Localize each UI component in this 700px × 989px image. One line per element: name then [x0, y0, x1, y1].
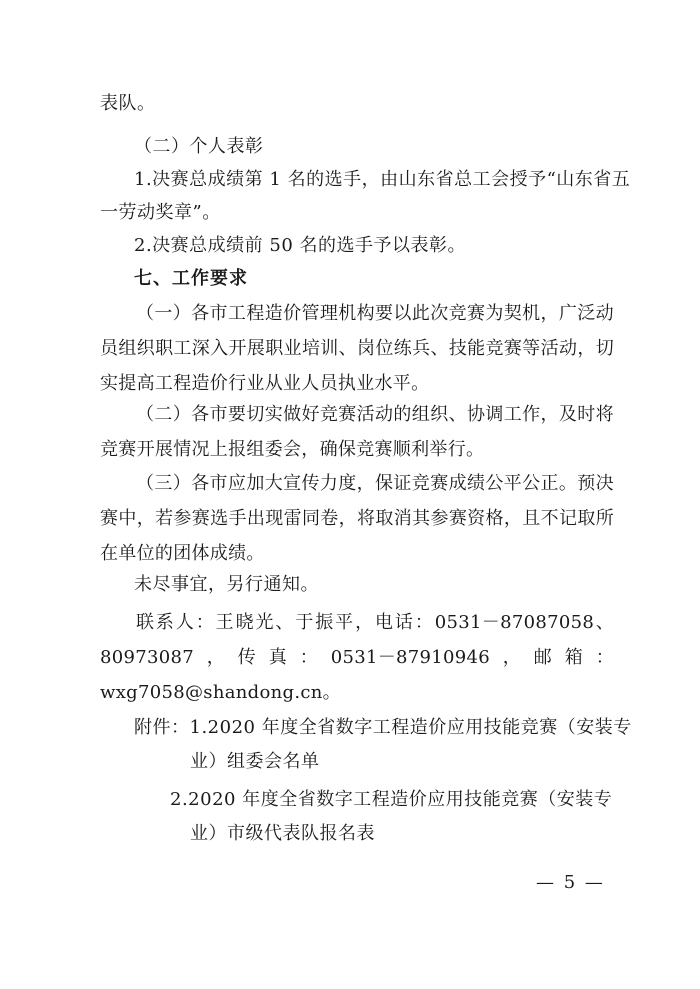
closing-note: 未尽事宜，另行通知。 [134, 574, 319, 595]
requirement-paragraph-1: （一）各市工程造价管理机构要以此次竞赛为契机，广泛动员组织职工深入开展职业培训、岗位练兵、技能竞赛等活动，切实提高工程造价行业从业人员执业水平。 [100, 303, 614, 394]
award-item-1-line1: 1.决赛总成绩第 1 名的选手，由山东省总工会授予“山东省五 [134, 169, 631, 190]
subheading-individual-awards: （二）个人表彰 [134, 136, 264, 157]
text-line-team-suffix: 表队。 [100, 93, 156, 114]
attachment-2-line2: 业）市级代表队报名表 [190, 823, 375, 844]
requirement-paragraph-3: （三）各市应加大宣传力度，保证竞赛成绩公平公正。预决赛中，若参赛选手出现雷同卷，将取消其参赛资格，且不记取所在单位的团体成绩。 [100, 473, 614, 564]
award-item-2: 2.决赛总成绩前 50 名的选手予以表彰。 [134, 235, 467, 256]
award-item-1-line2: 一劳动奖章”。 [100, 202, 221, 223]
requirement-paragraph-2: （二）各市要切实做好竞赛活动的组织、协调工作，及时将竞赛开展情况上报组委会，确保竞赛顺利举行。 [100, 404, 614, 460]
section-heading-work-requirements: 七、工作要求 [134, 268, 248, 289]
page-number: — 5 — [536, 872, 605, 893]
contact-paragraph: 联系人：王晓光、于振平，电话：0531－87087058、80973087，传真：0531－87910946，邮箱：wxg7058@shandong.cn。 [100, 612, 614, 703]
attachment-1-line1: 附件：1.2020 年度全省数字工程造价应用技能竞赛（安装专 [134, 717, 632, 738]
attachment-2-line1: 2.2020 年度全省数字工程造价应用技能竞赛（安装专 [170, 789, 613, 810]
attachment-1-line2: 业）组委会名单 [190, 751, 320, 772]
